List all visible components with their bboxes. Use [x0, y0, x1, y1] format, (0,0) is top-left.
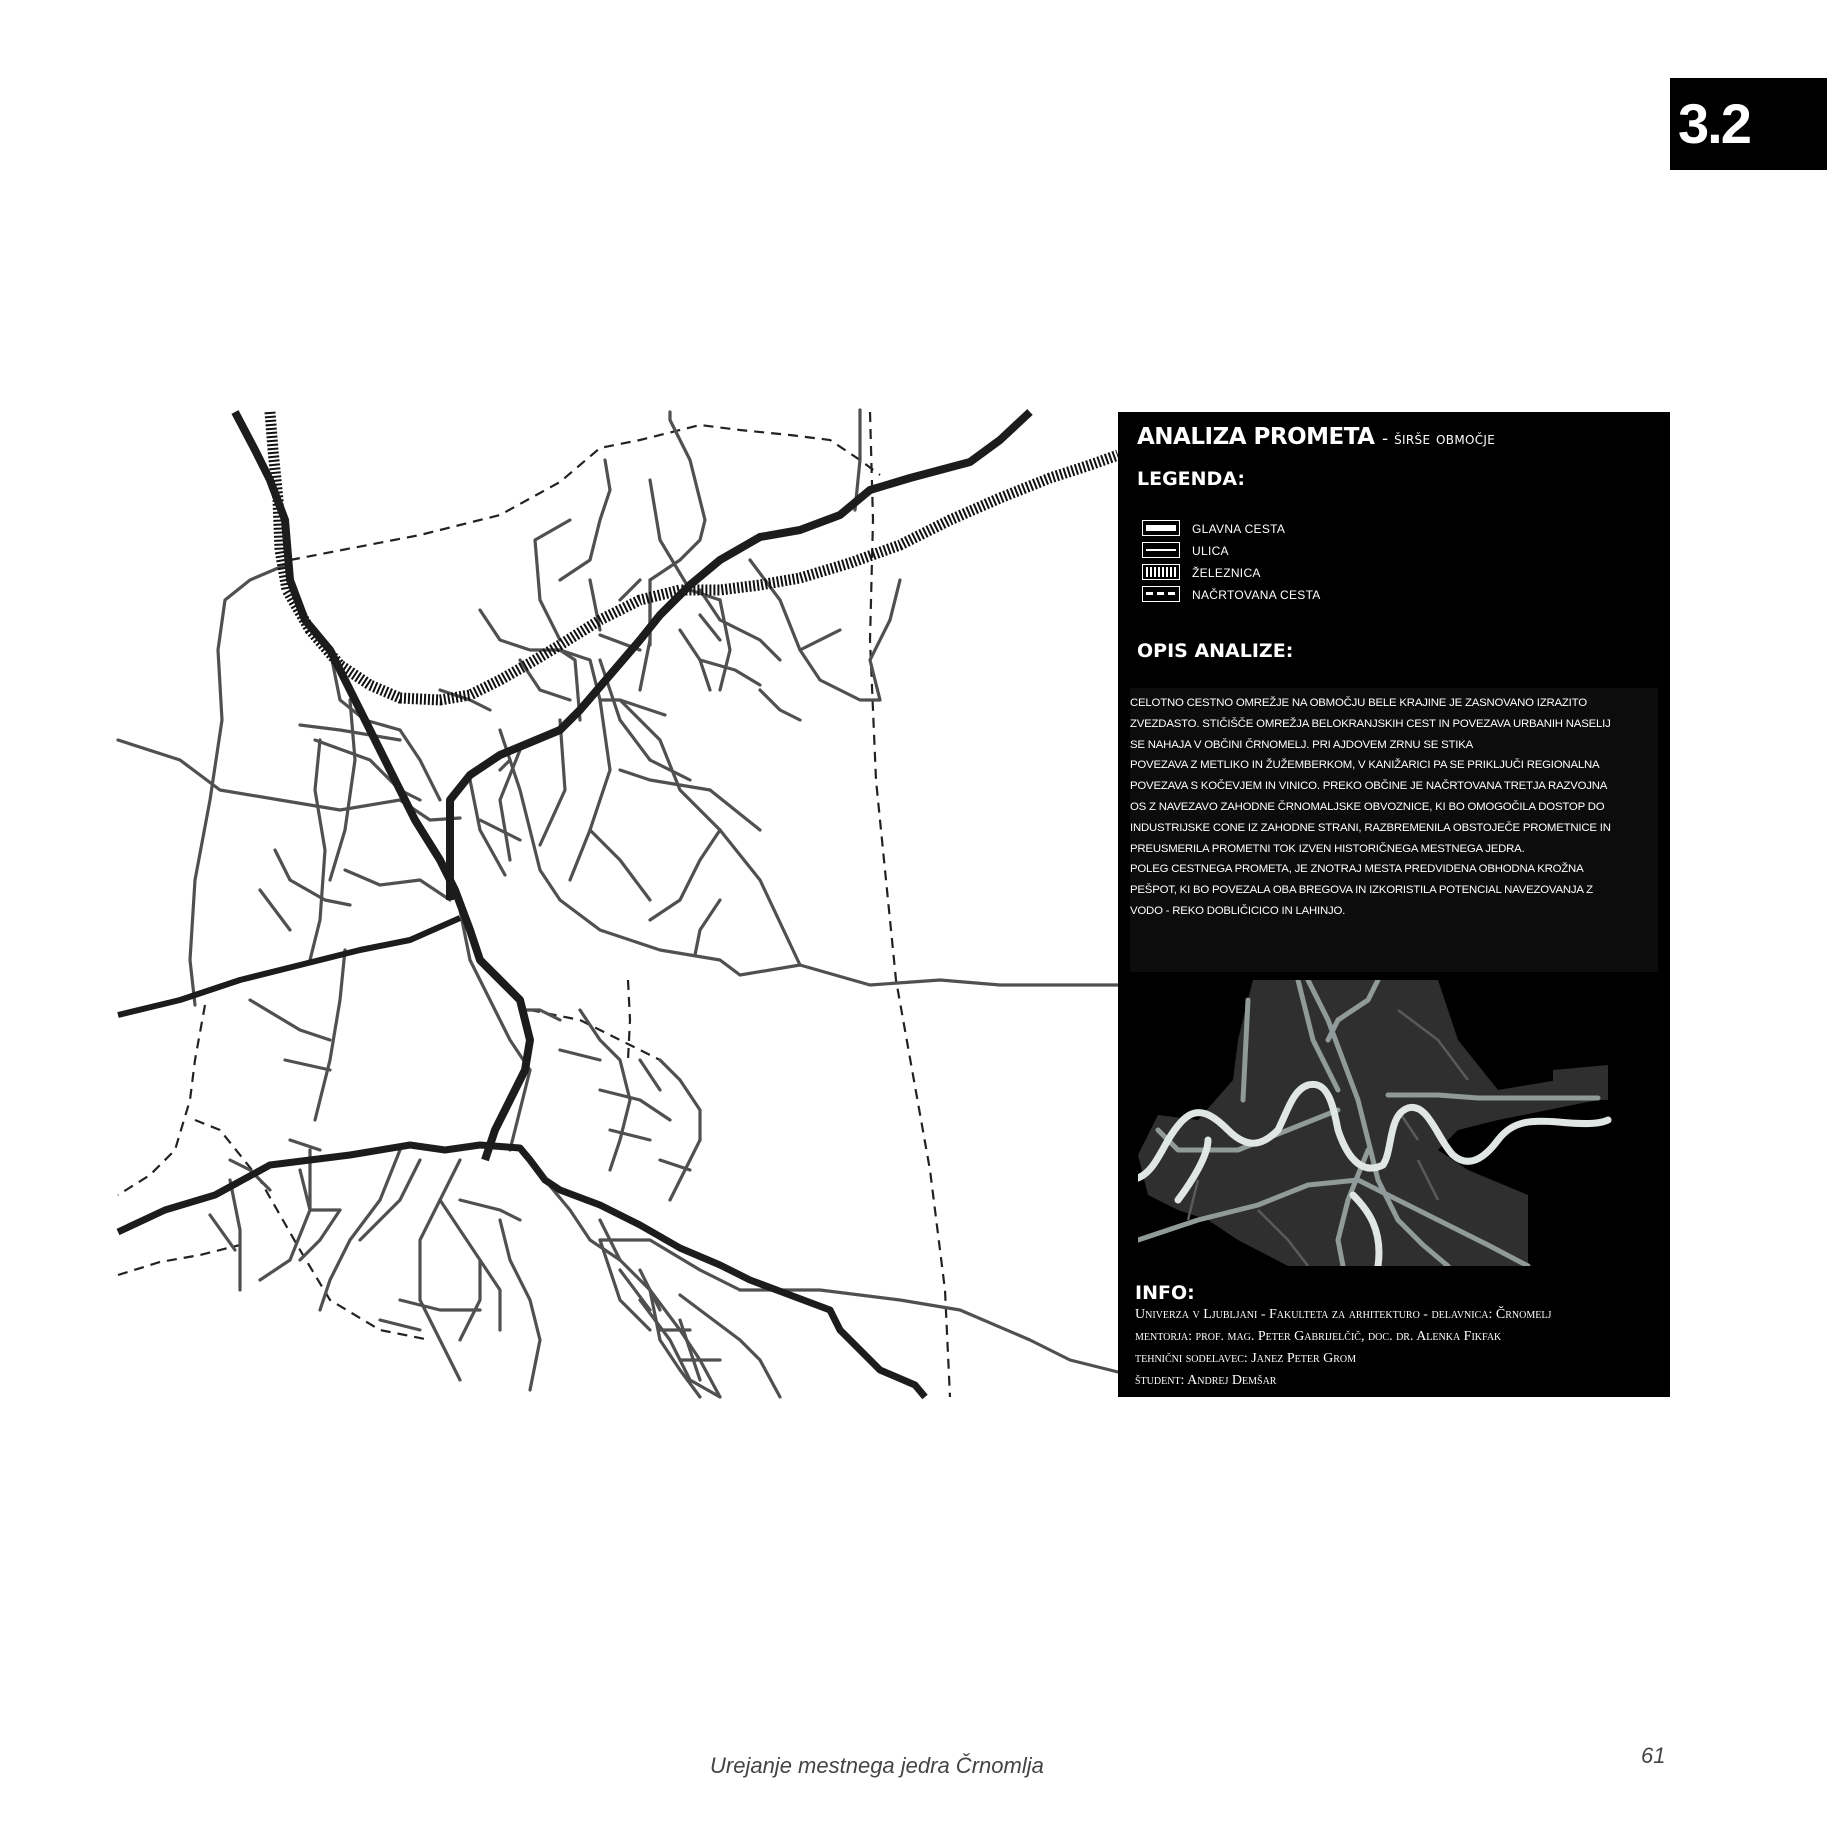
street — [210, 1215, 235, 1250]
street — [285, 1060, 330, 1070]
footer-title: Urejanje mestnega jedra Črnomlja — [710, 1753, 1044, 1778]
street — [470, 780, 505, 875]
planned-road — [870, 412, 950, 1397]
street — [500, 760, 510, 770]
street — [720, 600, 730, 690]
description-line: SE NAHAJA V OBČINI ČRNOMELJ. PRI AJDOVEM ZRNU SE STIKA — [1130, 738, 1474, 751]
street — [800, 630, 840, 650]
planned-roads — [118, 412, 950, 1397]
street — [230, 1180, 240, 1290]
info-line: Univerza v Ljubljani - Fakulteta za arhitekturo - delavnica: Črnomelj — [1135, 1307, 1552, 1322]
planned-road — [195, 1120, 430, 1340]
description-line: ZVEZDASTO. STIČIŠČE OMREŽJA BELOKRANJSKIH CEST IN POVEZAVA URBANIH NASELIJ — [1130, 717, 1611, 730]
street — [650, 480, 720, 600]
info-line: študent: Andrej Demšar — [1135, 1373, 1277, 1388]
street — [540, 600, 560, 640]
description-line: POVEZAVA Z METLIKO IN ŽUŽEMBERKOM, V KANIŽARICI PA SE PRIKLJUČI REGIONALNA — [1130, 759, 1600, 772]
street — [600, 1090, 640, 1100]
legend-heading: LEGENDA: — [1137, 468, 1245, 490]
street — [740, 1290, 1118, 1372]
main-road-swatch-icon — [1142, 520, 1180, 536]
street — [380, 1320, 420, 1330]
street — [310, 740, 325, 960]
street — [320, 1150, 400, 1310]
street — [660, 1060, 700, 1140]
street — [760, 690, 800, 720]
street — [560, 1050, 600, 1060]
description-line: PEŠPOT, KI BO POVEZALA OBA BREGOVA IN IZKORISTILA POTENCIAL NAVEZOVANJA Z — [1130, 884, 1593, 897]
street — [260, 890, 290, 930]
street — [500, 730, 800, 975]
info-block — [1135, 1304, 1551, 1392]
legend-label: ULICA — [1192, 544, 1229, 558]
street — [480, 820, 520, 840]
street — [460, 1260, 480, 1340]
street — [535, 520, 570, 600]
street — [190, 563, 290, 1005]
panel-subtitle: - širše območje — [1382, 429, 1496, 449]
street-swatch-icon — [1142, 542, 1180, 558]
main-road — [118, 918, 460, 1015]
legend-label: NAČRTOVANA CESTA — [1192, 588, 1321, 602]
analysis-panel — [1118, 412, 1670, 1397]
info-line: mentorja: prof. mag. Peter Gabrijelčič, doc. dr. Alenka Fikfak — [1135, 1329, 1502, 1344]
legend-item-planned-road — [1142, 584, 1442, 606]
railway — [270, 412, 1118, 700]
street — [590, 830, 650, 900]
street — [700, 660, 710, 690]
street — [345, 870, 450, 900]
street — [650, 830, 720, 920]
description-line: POLEG CESTNEGA PROMETA, JE ZNOTRAJ MESTA PREDVIDENA OBHODNA KROŽNA — [1130, 863, 1584, 876]
description-line: POVEZAVA S KOČEVJEM IN VINICO. PREKO OBČINE JE NAČRTOVANA TRETJA RAZVOJNA — [1130, 780, 1608, 793]
planned-road — [290, 425, 880, 560]
legend-item-railway — [1142, 562, 1442, 584]
street — [640, 600, 650, 690]
street — [520, 660, 570, 700]
legend-label: GLAVNA CESTA — [1192, 522, 1286, 536]
description-line: PREUSMERILA PROMETNI TOK IZVEN HISTORIČNEGA MESTNEGA JEDRA. — [1130, 842, 1525, 855]
legend-item-main-road — [1142, 518, 1442, 540]
street — [720, 830, 800, 965]
description-heading: OPIS ANALIZE: — [1137, 640, 1294, 662]
street — [610, 1130, 650, 1140]
streets — [118, 410, 1118, 1397]
planned-road — [118, 1005, 205, 1195]
railway-line — [270, 412, 1118, 700]
description-text — [1130, 693, 1660, 922]
street — [700, 590, 780, 660]
street — [290, 1140, 320, 1150]
railway-swatch-icon — [1142, 564, 1180, 580]
street — [660, 1160, 690, 1170]
info-heading: INFO: — [1135, 1282, 1195, 1304]
street — [695, 900, 720, 955]
legend-item-street — [1142, 540, 1442, 562]
street — [800, 965, 1118, 985]
inset-river-map — [1138, 980, 1666, 1266]
description-line: VODO - REKO DOBLIČICICO IN LAHINJO. — [1130, 904, 1346, 917]
description-line: OS Z NAVEZAVO ZAHODNE ČRNOMALJSKE OBVOZNICE, KI BO OMOGOČILA DOSTOP DO — [1130, 800, 1605, 813]
planned-road-swatch-icon — [1142, 586, 1180, 602]
page-number: 61 — [1641, 1743, 1666, 1768]
description-line: CELOTNO CESTNO OMREŽJE NA OBMOČJU BELE KRAJINE JE ZASNOVANO IZRAZITO — [1130, 697, 1587, 709]
description-line: INDUSTRIJSKE CONE IZ ZAHODNE STRANI, RAZBREMENILA OBSTOJEČE PROMETNICE IN — [1130, 821, 1611, 834]
street — [460, 1200, 520, 1220]
street — [400, 1300, 480, 1310]
street — [500, 1220, 540, 1390]
street — [275, 850, 350, 905]
legend — [1142, 518, 1442, 606]
planned-road — [118, 1245, 240, 1275]
panel-title — [1137, 424, 1495, 450]
street — [650, 412, 705, 580]
street — [640, 1100, 670, 1120]
section-number-badge: 3.2 — [1670, 78, 1827, 170]
panel-title-main: ANALIZA PROMETA — [1137, 424, 1375, 450]
street — [420, 1160, 460, 1380]
street — [300, 1170, 340, 1210]
street — [890, 580, 900, 620]
planned-road — [628, 980, 630, 1060]
info-line: tehnični sodelavec: Janez Peter Grom — [1135, 1351, 1357, 1366]
street — [640, 1060, 660, 1090]
street — [700, 615, 720, 640]
street — [400, 730, 440, 800]
street — [330, 700, 355, 880]
street — [250, 1000, 330, 1040]
street — [710, 790, 760, 830]
legend-label: ŽELEZNICA — [1192, 566, 1261, 580]
main-roads — [118, 412, 1030, 1397]
street — [620, 770, 710, 790]
